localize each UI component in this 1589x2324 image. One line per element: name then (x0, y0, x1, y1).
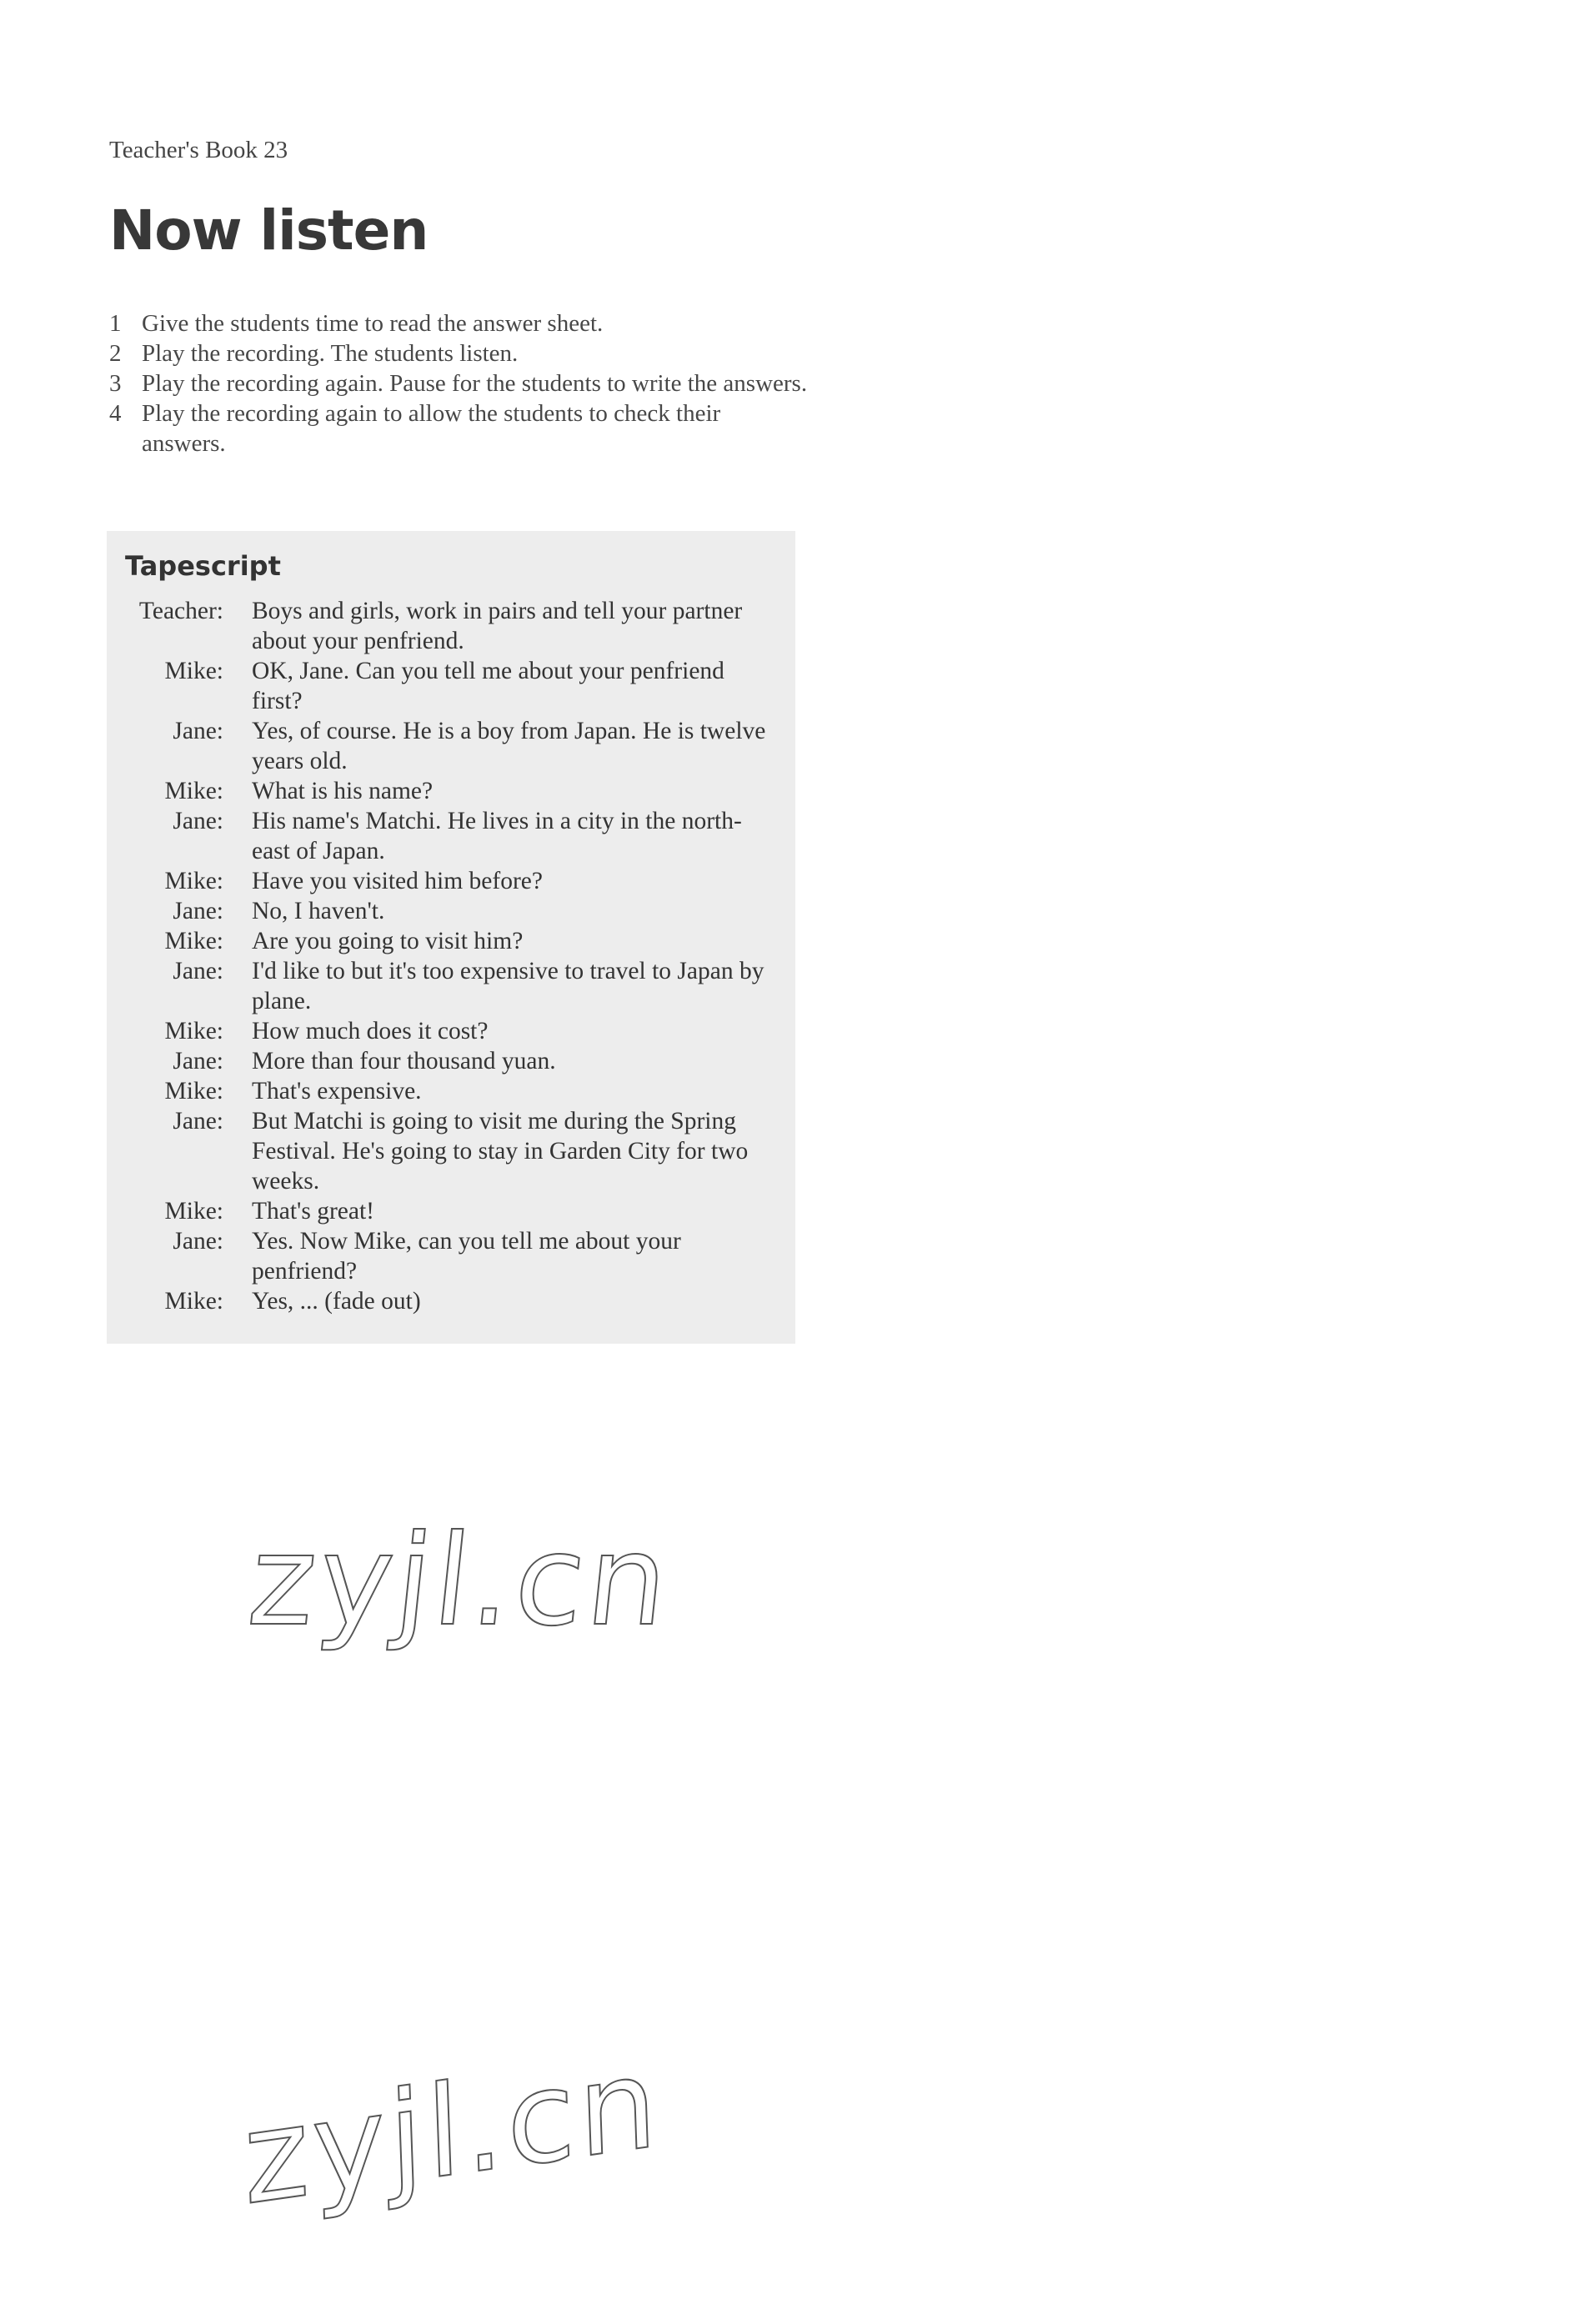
dialogue-text: Yes, of course. He is a boy from Japan. He is twelve years old. (252, 718, 766, 774)
speaker-name: Jane: (173, 898, 223, 924)
dialogue-line (125, 1016, 795, 1046)
tapescript-title: Tapescript (125, 550, 281, 582)
dialogue-text: More than four thousand yuan. (252, 1048, 556, 1074)
speaker-name: Mike: (164, 868, 223, 894)
dialogue-text: His name's Matchi. He lives in a city in the north-east of Japan. (252, 808, 742, 864)
speaker-name: Jane: (173, 1048, 223, 1074)
instruction-steps (109, 308, 810, 458)
speaker-name: Mike: (164, 1198, 223, 1225)
step-number: 4 (109, 400, 122, 427)
dialogue-line (125, 596, 795, 656)
dialogue-text: Are you going to visit him? (252, 928, 524, 954)
dialogue-text: But Matchi is going to visit me during the Spring Festival. He's going to stay in Garden City for two weeks. (252, 1108, 749, 1195)
dialogue-line (125, 656, 795, 716)
speaker-name: Mike: (164, 658, 223, 684)
dialogue-line (125, 776, 795, 806)
dialogue-text: That's great! (252, 1198, 375, 1225)
dialogue-text: I'd like to but it's too expensive to travel to Japan by plane. (252, 958, 764, 1014)
step-number: 1 (109, 310, 122, 337)
dialogue-line (125, 1076, 795, 1106)
speaker-name: Mike: (164, 1288, 223, 1315)
speaker-name: Mike: (164, 778, 223, 804)
dialogue-line (125, 806, 795, 866)
dialogue-line (125, 956, 795, 1016)
speaker-name: Mike: (164, 1018, 223, 1044)
speaker-name: Teacher: (138, 598, 223, 624)
dialogue-line (125, 1196, 795, 1226)
step-item (109, 398, 810, 458)
dialogue-line (125, 1286, 795, 1316)
dialogue-text: Have you visited him before? (252, 868, 543, 894)
speaker-name: Jane: (173, 808, 223, 834)
dialogue-text: That's expensive. (252, 1078, 422, 1104)
page-title: Now listen (109, 198, 429, 263)
dialogue-line (125, 1226, 795, 1286)
tapescript-lines (125, 596, 795, 1316)
step-item (109, 338, 810, 368)
step-number: 2 (109, 340, 122, 367)
step-text: Play the recording again. Pause for the students to write the answers. (142, 370, 808, 397)
speaker-name: Jane: (173, 958, 223, 984)
step-text: Play the recording again to allow the students to check their answers. (142, 400, 721, 457)
step-item (109, 308, 810, 338)
speaker-name: Jane: (173, 1228, 223, 1255)
dialogue-text: Boys and girls, work in pairs and tell your partner about your penfriend. (252, 598, 743, 654)
dialogue-line (125, 1106, 795, 1196)
dialogue-text: Yes. Now Mike, can you tell me about your penfriend? (252, 1228, 681, 1285)
watermark: zyjl.cn (241, 2029, 663, 2234)
dialogue-line (125, 1046, 795, 1076)
dialogue-line (125, 896, 795, 926)
step-number: 3 (109, 370, 122, 397)
dialogue-text: No, I haven't. (252, 898, 385, 924)
step-text: Play the recording. The students listen. (142, 340, 519, 367)
page-header: Teacher's Book 23 (109, 137, 288, 163)
speaker-name: Jane: (173, 718, 223, 744)
tapescript-box (107, 531, 795, 1344)
dialogue-text: Yes, ... (fade out) (252, 1288, 421, 1315)
dialogue-line (125, 716, 795, 776)
step-item (109, 368, 810, 398)
dialogue-text: OK, Jane. Can you tell me about your penfriend first? (252, 658, 724, 714)
dialogue-text: What is his name? (252, 778, 434, 804)
speaker-name: Mike: (164, 1078, 223, 1104)
dialogue-line (125, 866, 795, 896)
dialogue-line (125, 926, 795, 956)
speaker-name: Mike: (164, 928, 223, 954)
speaker-name: Jane: (173, 1108, 223, 1134)
dialogue-text: How much does it cost? (252, 1018, 489, 1044)
step-text: Give the students time to read the answer sheet. (142, 310, 604, 337)
watermark: zyjl.cn (242, 1509, 679, 1654)
